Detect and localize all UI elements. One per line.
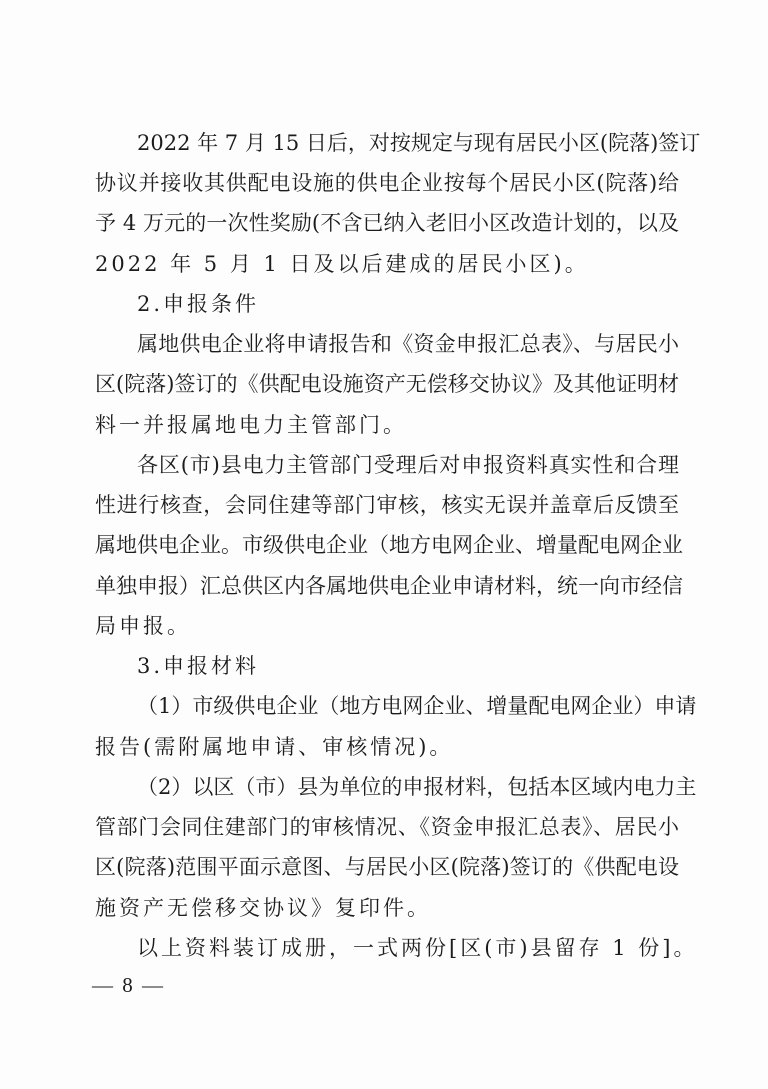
text-line-10: 性进行核查，会同住建等部门审核，核实无误并盖章后反馈至: [95, 493, 679, 517]
text-line-13: 局申报。: [95, 614, 191, 638]
page-number: — 8 —: [92, 973, 165, 997]
text-line-19: 区(院落)范围平面示意图、与居民小区(院落)签订的《供配电设: [95, 855, 679, 879]
section-heading-3: 3.申报材料: [137, 654, 260, 678]
text-line-9: 各区(市)县电力主管部门受理后对申报资料真实性和合理: [137, 453, 679, 477]
text-line-11: 属地供电企业。市级供电企业（地方电网企业、增量配电网企业: [95, 533, 683, 557]
text-line-7: 区(院落)签订的《供配电设施资产无偿移交协议》及其他证明材: [95, 372, 679, 396]
text-line-1: 2022 年 7 月 15 日后，对按规定与现有居民小区(院落)签订: [137, 131, 701, 155]
section-heading-2: 2.申报条件: [137, 292, 260, 316]
text-line-20: 施资产无偿移交协议》复印件。: [95, 896, 431, 920]
text-line-18: 管部门会同住建部门的审核情况、《资金申报汇总表》、居民小: [95, 815, 679, 839]
text-line-12: 单独申报）汇总供区内各属地供电企业申请材料，统一向市经信: [95, 574, 683, 598]
text-line-16: 报告(需附属地申请、审核情况)。: [95, 735, 454, 759]
text-line-21: 以上资料装订成册，一式两份[区(市)县留存 1 份]。: [137, 936, 698, 960]
text-line-6: 属地供电企业将申请报告和《资金申报汇总表》、与居民小: [137, 332, 679, 356]
text-line-17: （2）以区（市）县为单位的申报材料，包括本区域内电力主: [137, 775, 697, 799]
text-line-8: 料一并报属地电力主管部门。: [95, 413, 407, 437]
text-line-4: 2022 年 5 月 1 日及以后建成的居民小区)。: [95, 252, 589, 276]
text-line-3: 予 4 万元的一次性奖励(不含已纳入老旧小区改造计划的，以及: [95, 211, 679, 235]
text-line-15: （1）市级供电企业（地方电网企业、增量配电网企业）申请: [137, 694, 697, 718]
text-line-2: 协议并接收其供配电设施的供电企业按每个居民小区(院落)给: [95, 171, 679, 195]
